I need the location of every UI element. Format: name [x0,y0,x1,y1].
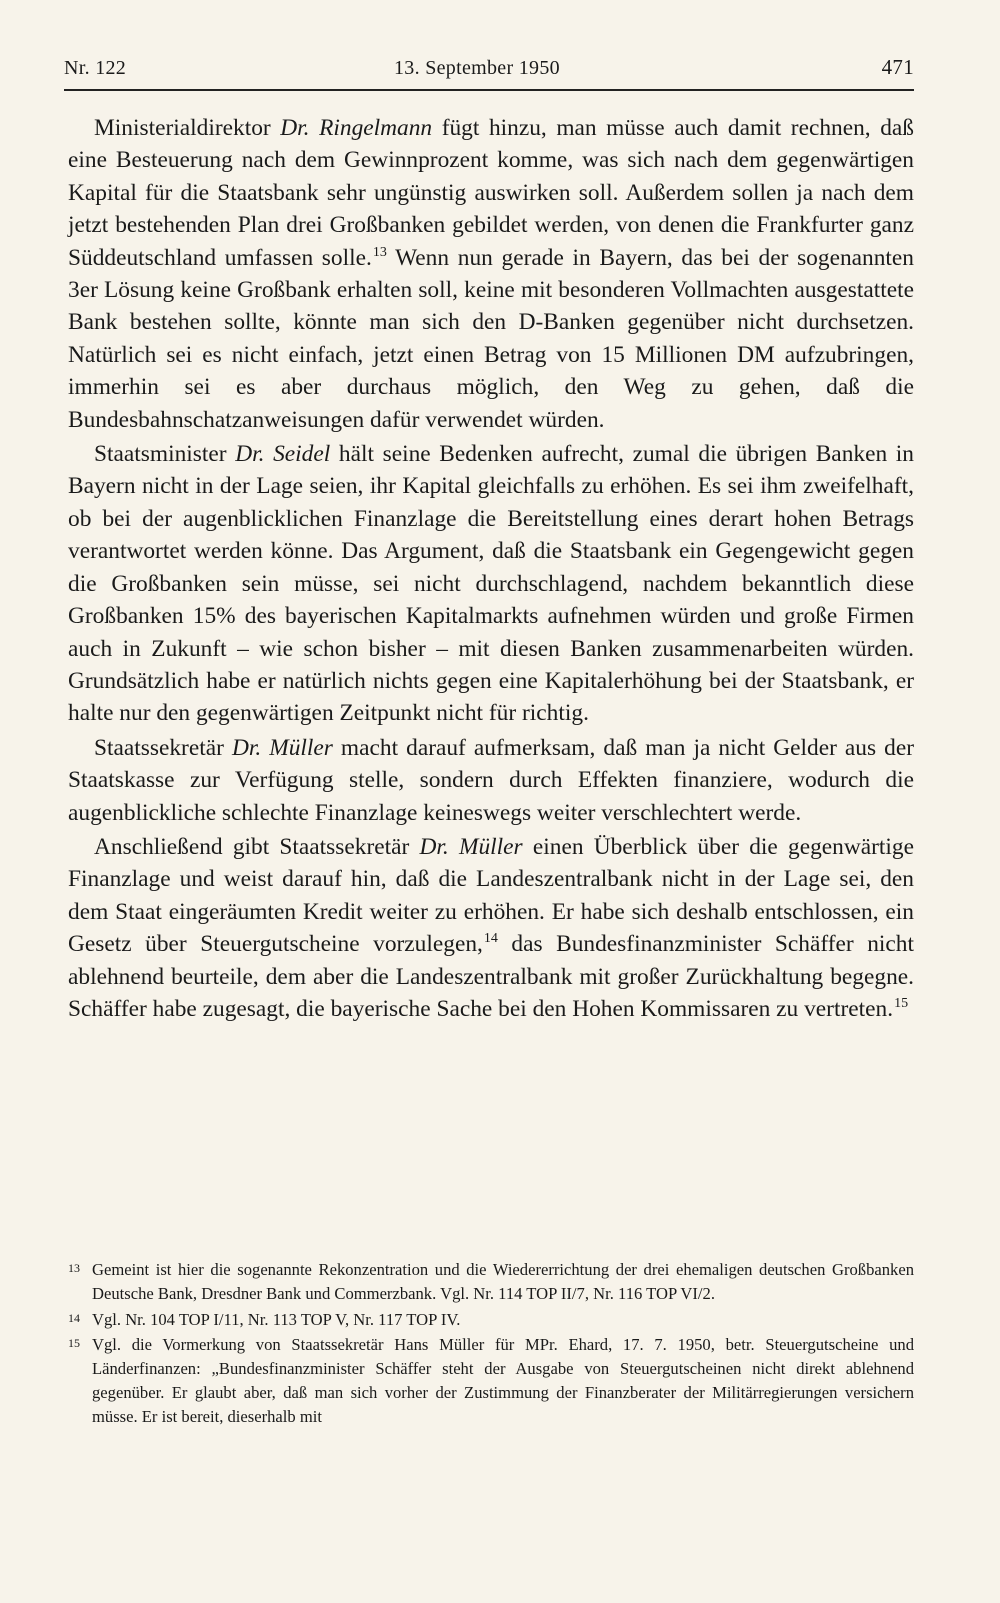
footnote-text: Gemeint ist hier die sogenannte Rekonzentration und die Wiedererrichtung der drei ehemaligen deutschen Großbanken Deutsche Bank, Dresdner Bank und Commerzbank. Vgl. Nr. 114 TOP II/7, Nr. 116 TOP VI/2. [92,1260,914,1303]
paragraph-text: Staatsminister [94,441,236,468]
paragraph [68,732,914,829]
speaker-name: Dr. Müller [231,734,333,761]
footnote-text: Vgl. die Vormerkung von Staatssekretär Hans Müller für MPr. Ehard, 17. 7. 1950, betr. Steuergutscheine und Länderfinanzen: „Bundesfinanzminister Schäffer steht der Ausgabe von Steuergutscheinen nicht direkt ablehnend gegenüber. Er glaubt aber, daß man sich vorher der Zustimmung der Finanzberater der Militärregierungen versichern müsse. Er ist bereit, dieserhalb mit [92,1335,914,1426]
paragraph-text: Anschließend gibt Staatssekretär [94,833,420,860]
footnote [68,1308,914,1332]
footnote-text: Vgl. Nr. 104 TOP I/11, Nr. 113 TOP V, Nr. 117 TOP IV. [92,1309,461,1329]
footnote-ref: 13 [372,244,387,260]
header-rule [64,89,914,91]
document-date: 13. September 1950 [394,57,560,79]
footnote-number: 15 [68,1336,80,1351]
paragraph-text: macht darauf aufmerksam, daß man ja nicht Gelder aus der Staatskasse zur Verfügung stelle, sondern durch Effekten finanziere, wodurch die augenblickliche schlechte Finanzlage keineswegs weiter verschlechtert werde. [68,734,914,826]
speaker-name: Dr. Ringelmann [280,115,433,141]
speaker-name: Dr. Müller [419,833,523,860]
main-text [68,112,914,1025]
footnote-number: 13 [68,1261,80,1275]
footnote [68,1333,914,1428]
paragraph [68,438,914,730]
footnote-ref: 14 [483,931,498,947]
footnote-number: 14 [68,1310,80,1325]
paragraph-text: Ministerialdirektor [94,115,281,141]
paragraph [68,831,914,1025]
document-number: Nr. 122 [64,57,127,79]
paragraph-text: fügt hinzu, man müsse auch damit rechnen, daß eine Besteuerung nach dem Gewinnprozent komme, was sich nach dem gegenwärtigen Kapital für die Staatsbank sehr ungünstig auswirken soll. Außerdem sollen ja nach dem jetzt bestehenden Plan drei Großbanken gebildet werden, von denen die Frankfurter ganz Süddeutschland umfassen solle. [68,115,914,271]
footnote-ref: 15 [894,995,909,1011]
paragraph-text: das Bundesfinanzminister Schäffer nicht ablehnend beurteile, dem aber die Landeszentralbank mit großer Zurückhaltung begegne. Schäffer habe zugesagt, die bayerische Sache bei den Hohen Kommissaren zu vertreten. [68,931,914,1022]
page-number: 471 [881,55,914,79]
speaker-name: Dr. Seidel [235,441,331,468]
running-header [64,50,914,84]
paragraph-text: einen Überblick über die gegenwärtige Finanzlage und weist darauf hin, daß die Landeszentralbank nicht in der Lage sei, den dem Staat eingeräumten Kredit weiter zu erhöhen. Er habe sich deshalb entschlossen, ein Gesetz über Steuergutscheine vorzulegen, [68,833,914,958]
paragraph [68,112,914,436]
paragraph-text: Wenn nun gerade in Bayern, das bei der sogenannten 3er Lösung keine Großbank erhalten soll, keine mit besonderen Vollmachten ausgestattete Bank bestehen sollte, könnte man sich den D-Banken gegenüber nicht durchsetzen. Natürlich sei es nicht einfach, jetzt einen Betrag von 15 Millionen DM aufzubringen, immerhin sei es aber durchaus möglich, den Weg zu gehen, daß die Bundesbahnschatzanweisungen dafür verwendet würden. [68,244,914,433]
paragraph-text: Staatssekretär [94,734,232,761]
footnote [68,1258,914,1306]
paragraph-text: hält seine Bedenken aufrecht, zumal die übrigen Banken in Bayern nicht in der Lage seien, ihr Kapital gleichfalls zu erhöhen. Es sei ihm zweifelhaft, ob bei der augenblicklichen Finanzlage die Bereitstellung eines derart hohen Betrags verantwortet werden könne. Das Argument, daß die Staatsbank ein Gegengewicht gegen die Großbanken sein müsse, sei nicht durchschlagend, nachdem bekanntlich diese Großbanken 15% des bayerischen Kapitalmarkts aufnehmen würden und große Firmen auch in Zukunft – wie schon bisher – mit diesen Banken zusammenarbeiten würden. Grundsätzlich habe er natürlich nichts gegen eine Kapitalerhöhung bei der Staatsbank, er halte nur den gegenwärtigen Zeitpunkt nicht für richtig. [68,441,914,727]
footnotes [68,1258,914,1431]
